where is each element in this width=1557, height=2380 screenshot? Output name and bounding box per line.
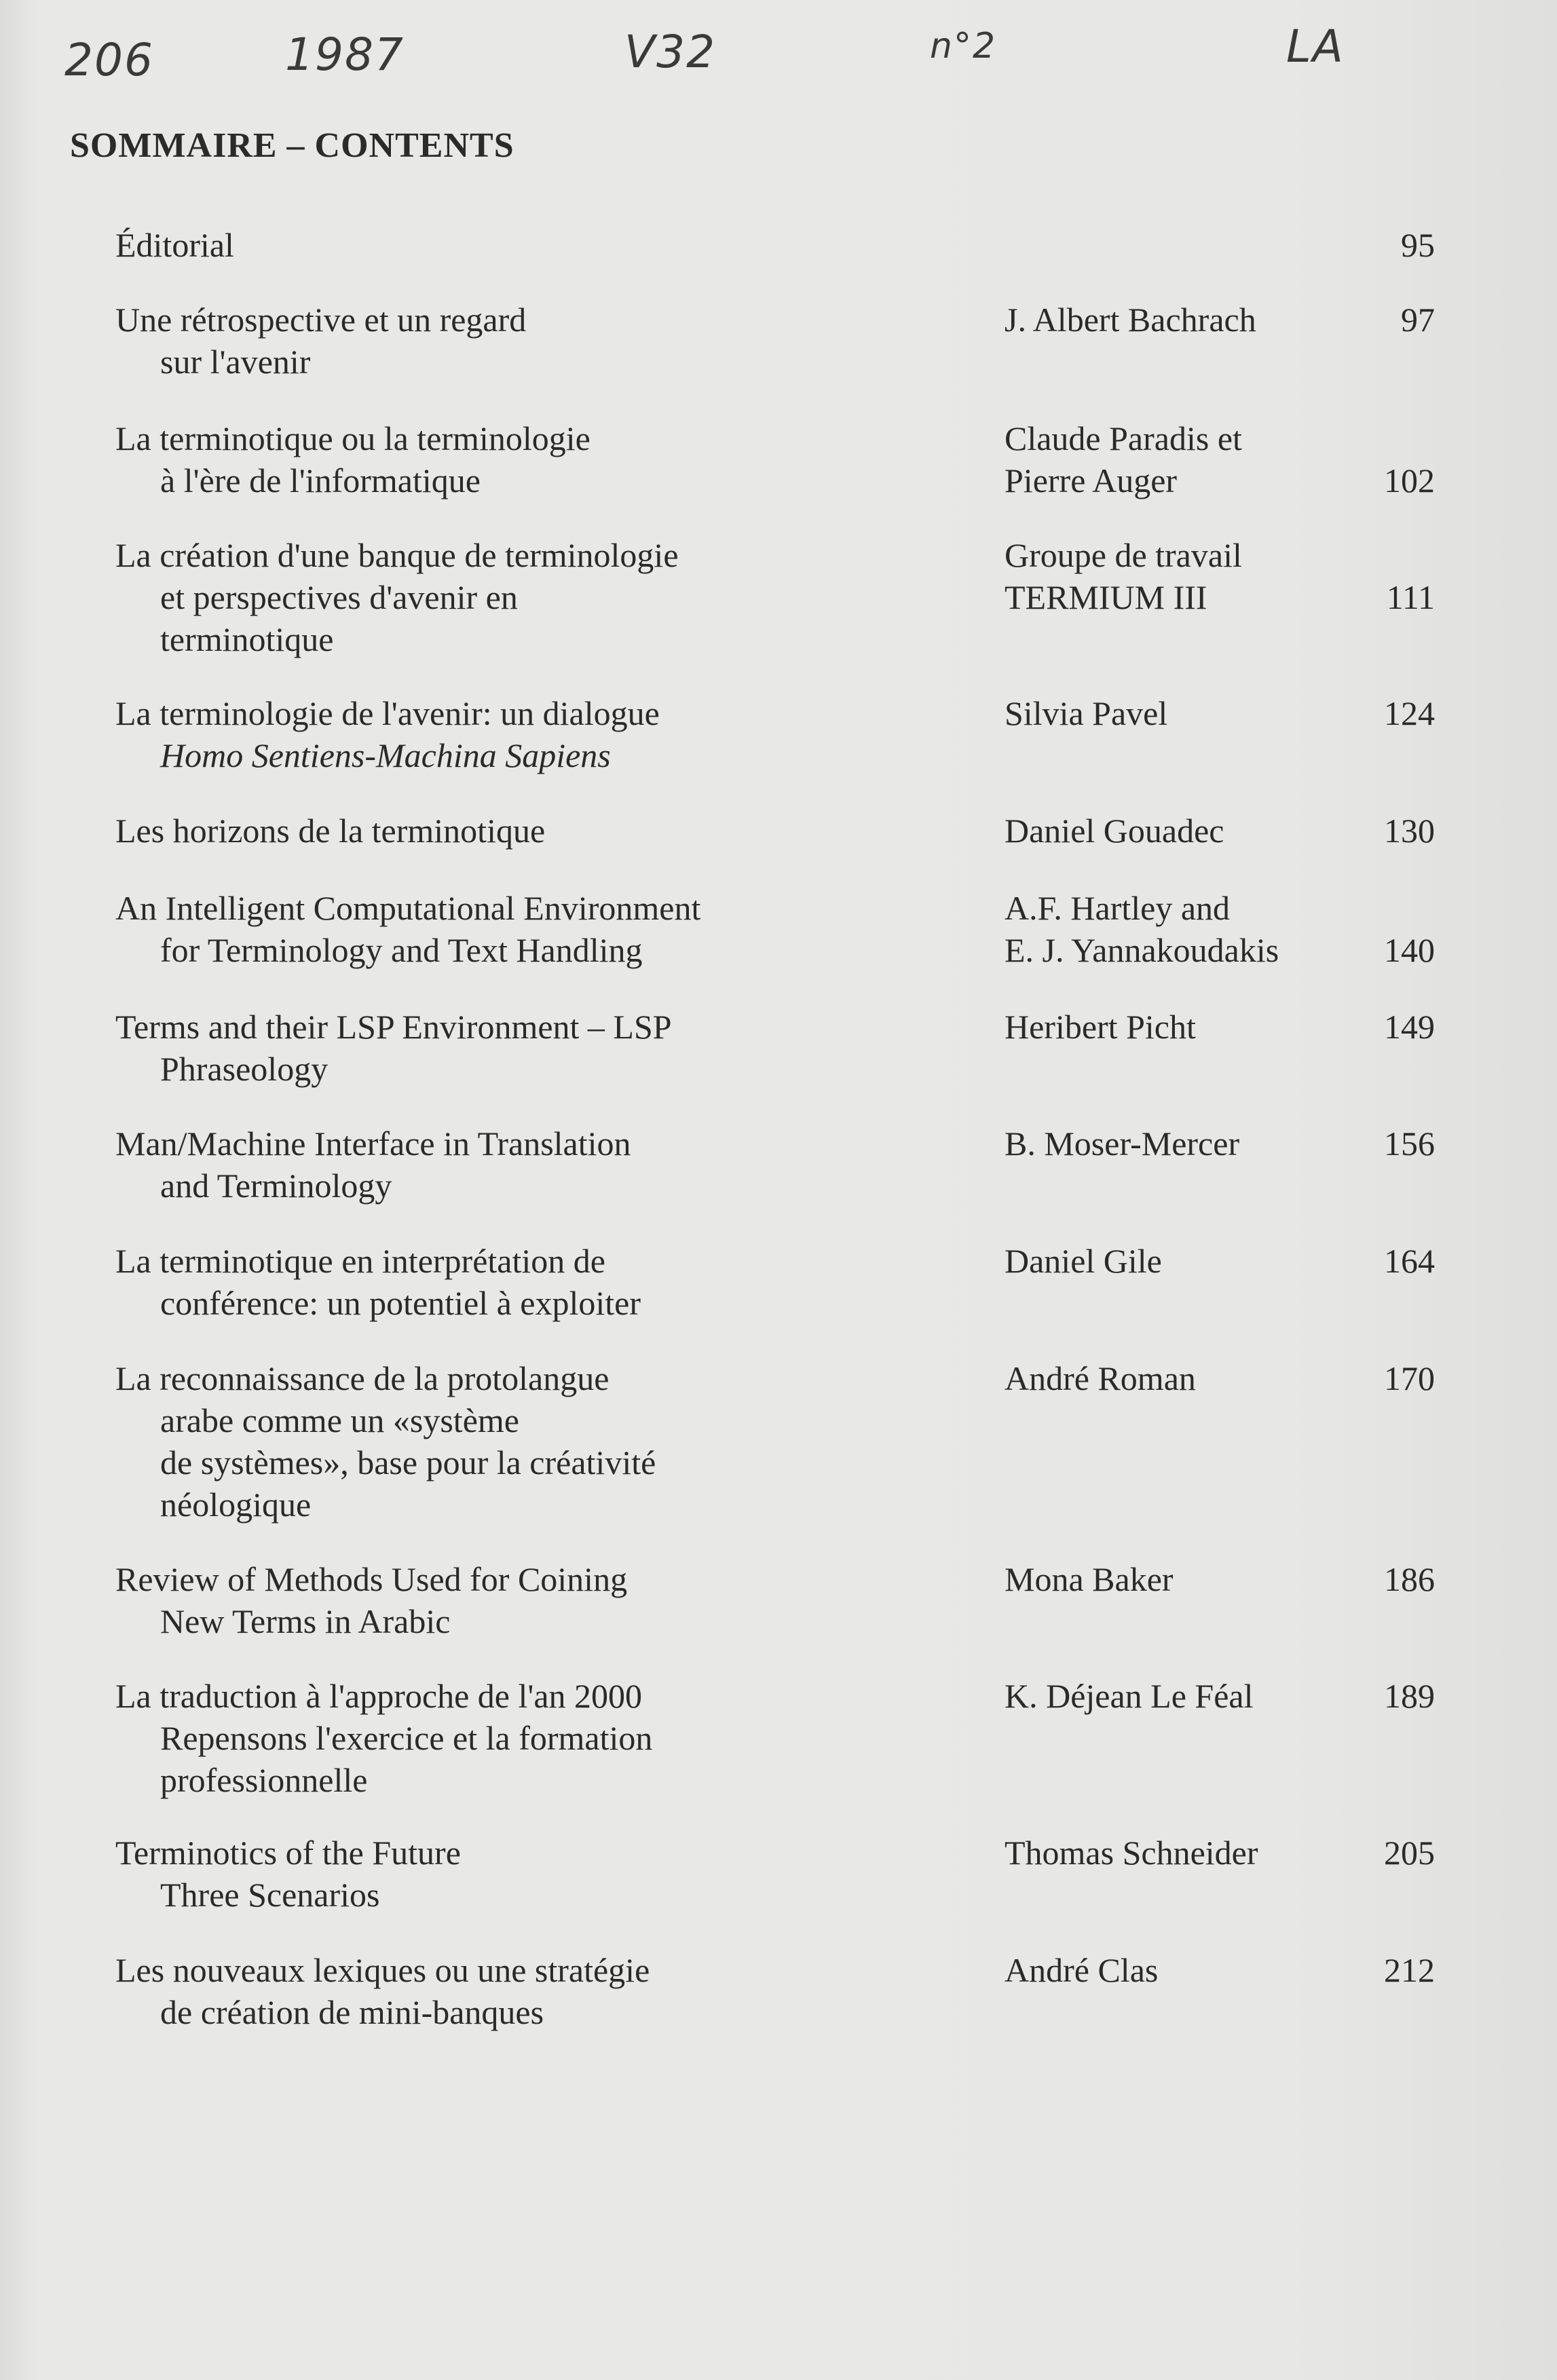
entry-title xyxy=(115,534,984,660)
entry-page-number: 111 xyxy=(1386,578,1435,616)
entry-title xyxy=(115,299,984,383)
entry-author-line: Groupe de travail xyxy=(1005,536,1242,574)
entry-title-line: Éditorial xyxy=(115,226,234,264)
entry-page-number: 124 xyxy=(1384,694,1435,732)
entry-title-line: Les horizons de la terminotique xyxy=(115,812,546,850)
entry-title-line: Review of Methods Used for Coining xyxy=(115,1560,628,1598)
entry-title-line: Repensons l'exercice et la formation xyxy=(160,1719,653,1757)
entry-author-line: Mona Baker xyxy=(1005,1560,1174,1598)
entry-title-line: à l'ère de l'informatique xyxy=(160,461,481,499)
entry-title-line: sur l'avenir xyxy=(160,343,311,381)
handwritten-note: LA xyxy=(1286,20,1345,73)
handwritten-note: 1987 xyxy=(285,29,405,81)
entry-title-line: néologique xyxy=(160,1486,312,1524)
entry-title xyxy=(115,1357,984,1526)
entry-author xyxy=(1005,1832,1357,1874)
entry-author-line: Silvia Pavel xyxy=(1005,694,1168,732)
entry-title-line: La terminologie de l'avenir: un dialogue xyxy=(115,694,660,732)
entry-author xyxy=(1005,1949,1357,1991)
entry-title-line: Phraseology xyxy=(160,1050,329,1088)
entry-title xyxy=(115,887,984,971)
entry-page-number: 164 xyxy=(1384,1242,1435,1280)
entry-author-line: Claude Paradis et xyxy=(1005,419,1242,457)
entry-author xyxy=(1005,1675,1357,1717)
entry-author-line: K. Déjean Le Féal xyxy=(1005,1677,1254,1715)
entry-title xyxy=(115,810,984,852)
entry-author xyxy=(1005,1558,1357,1600)
entry-title-line: La reconnaissance de la protolangue xyxy=(115,1359,609,1397)
entry-author-line: A.F. Hartley and xyxy=(1005,889,1231,927)
entry-author-line: André Roman xyxy=(1005,1359,1196,1397)
entry-title-line: La création d'une banque de terminologie xyxy=(115,536,679,574)
entry-page-number: 212 xyxy=(1384,1951,1435,1989)
entry-author-line: B. Moser-Mercer xyxy=(1005,1125,1240,1163)
entry-page-number: 95 xyxy=(1401,226,1435,264)
entry-page-number: 130 xyxy=(1384,812,1435,850)
entry-title-line: Homo Sentiens-Machina Sapiens xyxy=(160,736,611,774)
entry-title-line: Les nouveaux lexiques ou une stratégie xyxy=(115,1951,650,1989)
entry-title-line: professionnelle xyxy=(160,1761,368,1799)
entry-title xyxy=(115,1949,984,2033)
entry-page-number: 149 xyxy=(1384,1008,1435,1046)
entry-title xyxy=(115,1558,984,1642)
entry-author-line: TERMIUM III xyxy=(1005,578,1207,616)
entry-author-line: Daniel Gouadec xyxy=(1005,812,1224,850)
entry-title xyxy=(115,692,984,776)
entry-title-line: conférence: un potentiel à exploiter xyxy=(160,1284,641,1322)
entry-title-line: An Intelligent Computational Environment xyxy=(115,889,701,927)
entry-title-line: La terminotique ou la terminologie xyxy=(115,419,590,457)
entry-author xyxy=(1005,1122,1357,1165)
entry-title-line: La traduction à l'approche de l'an 2000 xyxy=(115,1677,643,1715)
entry-title-line: de systèmes», base pour la créativité xyxy=(160,1443,656,1481)
entry-title-line: and Terminology xyxy=(160,1167,392,1205)
entry-page-number: 205 xyxy=(1384,1834,1435,1872)
handwritten-note: V32 xyxy=(624,26,717,78)
entry-author xyxy=(1005,810,1357,852)
entry-title-line: Terms and their LSP Environment – LSP xyxy=(115,1008,672,1046)
entry-author xyxy=(1005,299,1357,341)
entry-title-line: Man/Machine Interface in Translation xyxy=(115,1125,631,1163)
entry-title xyxy=(115,1122,984,1207)
entry-title-line: et perspectives d'avenir en xyxy=(160,578,518,616)
entry-author xyxy=(1005,534,1357,618)
handwritten-note: n°2 xyxy=(930,26,997,67)
entry-title-line: arabe comme un «système xyxy=(160,1401,519,1439)
entry-author-line: André Clas xyxy=(1005,1951,1159,1989)
entry-page-number: 140 xyxy=(1384,931,1435,969)
entry-title-line: New Terms in Arabic xyxy=(160,1602,451,1640)
entry-page-number: 102 xyxy=(1384,461,1435,499)
handwritten-note: 206 xyxy=(64,34,154,86)
entry-title xyxy=(115,1832,984,1916)
entry-author-line: Pierre Auger xyxy=(1005,461,1178,499)
handwritten-notes xyxy=(0,20,1557,95)
entry-page-number: 97 xyxy=(1401,301,1435,339)
entry-title-line: terminotique xyxy=(160,620,334,658)
entry-page-number: 156 xyxy=(1384,1125,1435,1163)
entry-page-number: 189 xyxy=(1384,1677,1435,1715)
entry-author-line: J. Albert Bachrach xyxy=(1005,301,1256,339)
entry-author-line: E. J. Yannakoudakis xyxy=(1005,931,1279,969)
entry-title-line: Three Scenarios xyxy=(160,1876,380,1914)
entry-author xyxy=(1005,1240,1357,1282)
entry-page-number: 186 xyxy=(1384,1560,1435,1598)
entry-page-number: 170 xyxy=(1384,1359,1435,1397)
entry-title xyxy=(115,1675,984,1801)
entry-author xyxy=(1005,887,1357,971)
entry-author xyxy=(1005,1357,1357,1399)
entry-author-line: Thomas Schneider xyxy=(1005,1834,1258,1872)
entry-title xyxy=(115,1240,984,1324)
entry-title xyxy=(115,417,984,502)
entry-title xyxy=(115,224,984,266)
entry-title-line: Terminotics of the Future xyxy=(115,1834,461,1872)
entry-author-line: Daniel Gile xyxy=(1005,1242,1162,1280)
entry-title-line: La terminotique en interprétation de xyxy=(115,1242,605,1280)
entry-author-line: Heribert Picht xyxy=(1005,1008,1196,1046)
entry-author xyxy=(1005,1006,1357,1048)
entry-title-line: de création de mini-banques xyxy=(160,1993,544,2031)
entry-title-line: for Terminology and Text Handling xyxy=(160,931,643,969)
entry-author xyxy=(1005,417,1357,502)
contents-heading: SOMMAIRE – CONTENTS xyxy=(70,126,514,165)
entry-title xyxy=(115,1006,984,1090)
entry-author xyxy=(1005,692,1357,734)
entry-title-line: Une rétrospective et un regard xyxy=(115,301,527,339)
